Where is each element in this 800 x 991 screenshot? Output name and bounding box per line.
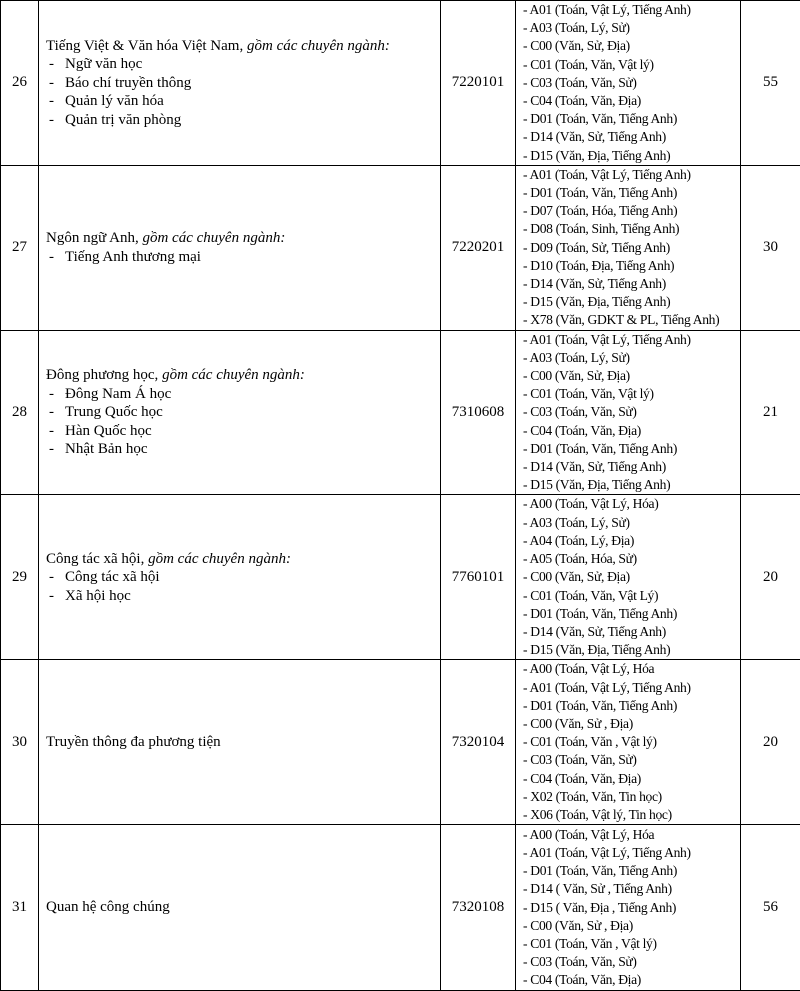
bullet-dash: - [49,385,65,404]
program-suffix: gồm các chuyên ngành: [243,38,390,54]
specialization-label: Đông Nam Á học [65,386,171,402]
specialization-item [46,587,440,606]
subject-combinations-cell [516,825,741,991]
bullet-dash: - [49,587,65,606]
subject-combination: - D15 (Văn, Địa, Tiếng Anh) [523,476,740,494]
subject-combination: - C03 (Toán, Văn, Sử) [523,403,740,421]
table-row [1,825,800,991]
subject-combination: - D08 (Toán, Sinh, Tiếng Anh) [523,220,740,238]
specialization-item [46,74,440,93]
subject-combination: - A00 (Toán, Vật Lý, Hóa) [523,495,740,513]
subject-combination: - A03 (Toán, Lý, Sử) [523,514,740,532]
subject-combination: - D10 (Toán, Địa, Tiếng Anh) [523,257,740,275]
subject-combination: - A03 (Toán, Lý, Sử) [523,19,740,37]
program-code: 7320108 [441,825,516,991]
bullet-dash: - [49,111,65,130]
subject-combination: - D01 (Toán, Văn, Tiếng Anh) [523,440,740,458]
subject-combinations-cell [516,660,741,825]
program-suffix: gồm các chuyên ngành: [144,551,291,567]
specialization-item [46,92,440,111]
program-name-cell [39,495,441,660]
bullet-dash: - [49,92,65,111]
table-body [1,1,800,991]
specialization-label: Báo chí truyền thông [65,75,191,91]
subject-combination: - A01 (Toán, Vật Lý, Tiếng Anh) [523,844,740,862]
subject-combination: - X06 (Toán, Vật lý, Tin học) [523,806,740,824]
specialization-item [46,422,440,441]
specialization-item [46,568,440,587]
program-code: 7220201 [441,165,516,330]
subject-combination: - D14 ( Văn, Sử , Tiếng Anh) [523,880,740,898]
subject-combination: - C00 (Văn, Sử, Địa) [523,568,740,586]
specialization-label: Quản trị văn phòng [65,112,181,128]
subject-combination: - C03 (Toán, Văn, Sử) [523,74,740,92]
subject-combination: - D14 (Văn, Sử, Tiếng Anh) [523,458,740,476]
subject-combination: - D01 (Toán, Văn, Tiếng Anh) [523,862,740,880]
bullet-dash: - [49,440,65,459]
subject-combination: - A00 (Toán, Vật Lý, Hóa [523,826,740,844]
subject-combination: - D01 (Toán, Văn, Tiếng Anh) [523,110,740,128]
subject-combination: - D14 (Văn, Sử, Tiếng Anh) [523,275,740,293]
program-code: 7320104 [441,660,516,825]
subject-combination: - A01 (Toán, Vật Lý, Tiếng Anh) [523,166,740,184]
subject-combination: - D14 (Văn, Sử, Tiếng Anh) [523,128,740,146]
specialization-label: Quản lý văn hóa [65,93,164,109]
bullet-dash: - [49,568,65,587]
subject-combination: - A05 (Toán, Hóa, Sử) [523,550,740,568]
program-code: 7220101 [441,1,516,166]
quota-value: 20 [741,660,800,825]
row-number: 31 [1,825,39,991]
subject-combination: - D09 (Toán, Sử, Tiếng Anh) [523,239,740,257]
table-row [1,1,800,166]
program-suffix: gồm các chuyên ngành: [139,230,286,246]
program-title [46,366,440,385]
program-title [46,898,440,917]
specialization-label: Trung Quốc học [65,404,163,420]
quota-value: 55 [741,1,800,166]
program-title [46,550,440,569]
subject-combination: - C00 (Văn, Sử , Địa) [523,715,740,733]
subject-combination: - A01 (Toán, Vật Lý, Tiếng Anh) [523,1,740,19]
specialization-item [46,248,440,267]
quota-value: 30 [741,165,800,330]
subject-combinations-cell [516,330,741,495]
row-number: 28 [1,330,39,495]
program-name: Quan hệ công chúng [46,899,170,915]
subject-combination: - C04 (Toán, Văn, Địa) [523,422,740,440]
subject-combination: - D01 (Toán, Văn, Tiếng Anh) [523,697,740,715]
program-code: 7760101 [441,495,516,660]
table-row [1,165,800,330]
subject-combination: - A01 (Toán, Vật Lý, Tiếng Anh) [523,331,740,349]
subject-combination: - C03 (Toán, Văn, Sử) [523,751,740,769]
subject-combinations-cell [516,495,741,660]
table-row [1,660,800,825]
program-code: 7310608 [441,330,516,495]
row-number: 30 [1,660,39,825]
subject-combination: - C04 (Toán, Văn, Địa) [523,770,740,788]
quota-value: 56 [741,825,800,991]
table-row [1,330,800,495]
subject-combination: - D07 (Toán, Hóa, Tiếng Anh) [523,202,740,220]
subject-combination: - C00 (Văn, Sử, Địa) [523,37,740,55]
table-row [1,495,800,660]
subject-combination: - C01 (Toán, Văn, Vật lý) [523,56,740,74]
program-name: Công tác xã hội, [46,551,144,567]
program-name-cell [39,660,441,825]
program-name-cell [39,1,441,166]
program-name: Tiếng Việt & Văn hóa Việt Nam, [46,38,243,54]
subject-combination: - A00 (Toán, Vật Lý, Hóa [523,660,740,678]
subject-combination: - D01 (Toán, Văn, Tiếng Anh) [523,605,740,623]
specialization-label: Hàn Quốc học [65,423,152,439]
bullet-dash: - [49,74,65,93]
subject-combination: - X78 (Văn, GDKT & PL, Tiếng Anh) [523,311,740,329]
subject-combination: - D14 (Văn, Sử, Tiếng Anh) [523,623,740,641]
specialization-label: Tiếng Anh thương mại [65,249,201,265]
specialization-item [46,403,440,422]
subject-combination: - C03 (Toán, Văn, Sử) [523,953,740,971]
program-suffix: gồm các chuyên ngành: [158,367,305,383]
subject-combination: - C01 (Toán, Văn , Vật lý) [523,733,740,751]
program-name-cell [39,330,441,495]
subject-combination: - C00 (Văn, Sử, Địa) [523,367,740,385]
subject-combination: - C04 (Toán, Văn, Địa) [523,971,740,989]
program-name-cell [39,825,441,991]
specialization-item [46,440,440,459]
bullet-dash: - [49,55,65,74]
subject-combination: - A01 (Toán, Vật Lý, Tiếng Anh) [523,679,740,697]
subject-combination: - A03 (Toán, Lý, Sử) [523,349,740,367]
subject-combination: - C01 (Toán, Văn, Vật Lý) [523,587,740,605]
specialization-item [46,111,440,130]
subject-combination: - D15 (Văn, Địa, Tiếng Anh) [523,147,740,165]
program-name: Truyền thông đa phương tiện [46,734,221,750]
specialization-item [46,385,440,404]
subject-combinations-cell [516,165,741,330]
subject-combination: - A04 (Toán, Lý, Địa) [523,532,740,550]
specialization-label: Xã hội học [65,588,131,604]
specialization-label: Ngữ văn học [65,56,142,72]
program-name: Ngôn ngữ Anh, [46,230,139,246]
subject-combination: - C00 (Văn, Sử , Địa) [523,917,740,935]
subject-combination: - C01 (Toán, Văn , Vật lý) [523,935,740,953]
program-name: Đông phương học, [46,367,158,383]
specialization-item [46,55,440,74]
program-title [46,733,440,752]
subject-combination: - C01 (Toán, Văn, Vật lý) [523,385,740,403]
quota-value: 21 [741,330,800,495]
subject-combination: - D15 (Văn, Địa, Tiếng Anh) [523,293,740,311]
subject-combinations-cell [516,1,741,166]
subject-combination: - D15 ( Văn, Địa , Tiếng Anh) [523,899,740,917]
subject-combination: - D01 (Toán, Văn, Tiếng Anh) [523,184,740,202]
row-number: 26 [1,1,39,166]
specialization-label: Công tác xã hội [65,569,160,585]
program-title [46,37,440,56]
subject-combination: - X02 (Toán, Văn, Tin học) [523,788,740,806]
row-number: 27 [1,165,39,330]
bullet-dash: - [49,248,65,267]
row-number: 29 [1,495,39,660]
specialization-label: Nhật Bản học [65,441,147,457]
bullet-dash: - [49,422,65,441]
subject-combination: - D15 (Văn, Địa, Tiếng Anh) [523,641,740,659]
program-title [46,229,440,248]
bullet-dash: - [49,403,65,422]
subject-combination: - C04 (Toán, Văn, Địa) [523,92,740,110]
quota-value: 20 [741,495,800,660]
program-name-cell [39,165,441,330]
